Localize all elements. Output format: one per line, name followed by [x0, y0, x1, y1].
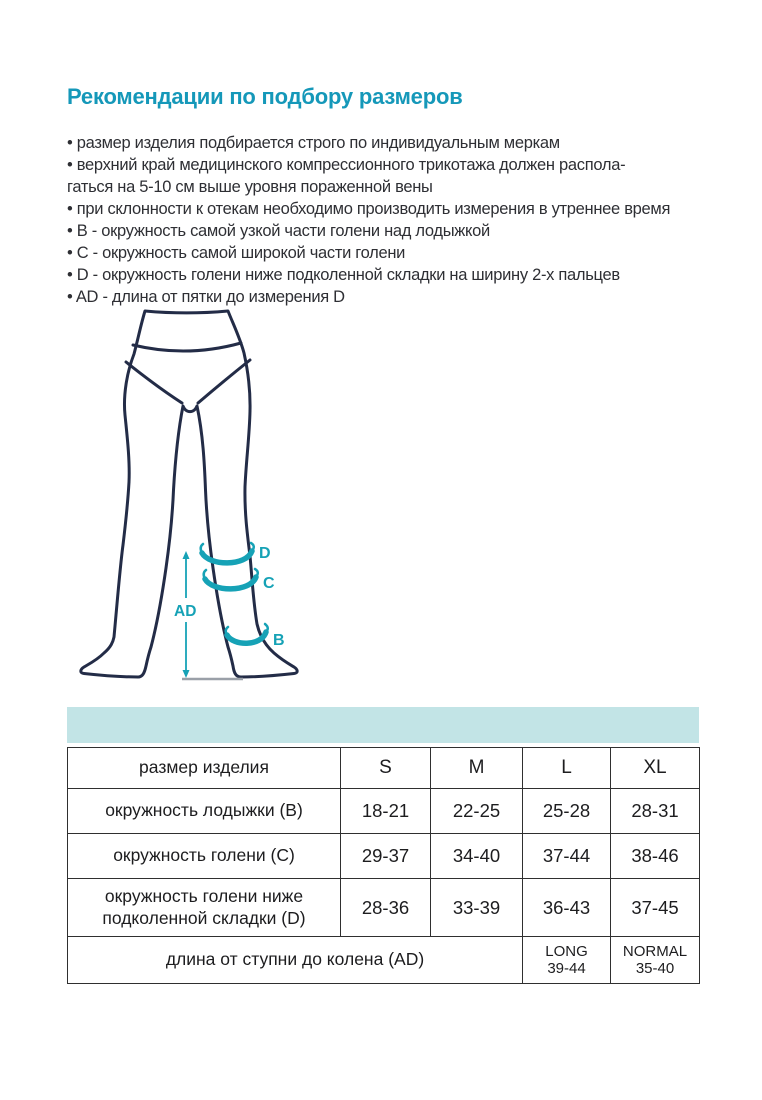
band-b-end-left — [226, 627, 228, 635]
bullet-item: • размер изделия подбирается строго по индивидуальным меркам — [67, 134, 560, 152]
table-cell: размер изделия — [68, 748, 341, 789]
arrow-up-icon — [183, 551, 190, 559]
table-cell: 34-40 — [431, 834, 523, 879]
table-cell: XL — [611, 748, 700, 789]
table-header-band — [67, 707, 699, 743]
label-b: B — [273, 632, 285, 649]
tights-outline — [81, 311, 297, 677]
table-cell: 36-43 — [523, 879, 611, 937]
table-cell: 33-39 — [431, 879, 523, 937]
table-cell: 28-31 — [611, 789, 700, 834]
table-cell: окружность голени ниже подколенной складки (D) — [68, 879, 341, 937]
table-cell: L — [523, 748, 611, 789]
size-table-body — [68, 748, 700, 984]
bullet-item: • B - окружность самой узкой части голени над лодыжкой — [67, 222, 490, 240]
table-cell: 22-25 — [431, 789, 523, 834]
page-title: Рекомендации по подбору размеров — [67, 84, 463, 109]
bullet-list — [67, 132, 706, 308]
table-cell: 28-36 — [341, 879, 431, 937]
panty-line-right — [198, 360, 250, 403]
table-cell: S — [341, 748, 431, 789]
bullet-item: • D - окружность голени ниже подколенной складки на ширину 2-х пальцев — [67, 266, 620, 284]
table-cell: 37-45 — [611, 879, 700, 937]
measurement-band-c — [205, 577, 256, 589]
band-c-end-left — [204, 570, 206, 579]
table-cell: NORMAL 35-40 — [611, 937, 700, 984]
table-row — [68, 789, 700, 834]
tights-diagram — [55, 300, 315, 690]
table-row — [68, 937, 700, 984]
panty-line-left — [126, 362, 182, 403]
band-b-end-right — [265, 624, 268, 632]
table-row — [68, 834, 700, 879]
size-table — [67, 747, 700, 984]
label-c: C — [263, 575, 275, 592]
band-d-end-right — [251, 543, 254, 551]
label-d: D — [259, 545, 271, 562]
bullet-item: • AD - длина от пятки до измерения D — [67, 288, 345, 306]
band-d-end-left — [201, 544, 203, 553]
legs-measurement-figure — [67, 308, 706, 688]
table-cell: 25-28 — [523, 789, 611, 834]
table-cell: 37-44 — [523, 834, 611, 879]
table-row — [68, 879, 700, 937]
bullet-item: • при склонности к отекам необходимо производить измерения в утреннее время — [67, 200, 671, 218]
table-cell: длина от ступни до колена (AD) — [68, 937, 523, 984]
table-cell: окружность голени (C) — [68, 834, 341, 879]
table-cell: 18-21 — [341, 789, 431, 834]
table-cell: 38-46 — [611, 834, 700, 879]
bullet-item: • верхний край медицинского компрессионного трикотажа должен распола- гаться на 5-10 см выше уровня пораженной вены — [67, 156, 626, 196]
table-row — [68, 748, 700, 789]
table-cell: LONG 39-44 — [523, 937, 611, 984]
table-cell: окружность лодыжки (B) — [68, 789, 341, 834]
table-cell: 29-37 — [341, 834, 431, 879]
waistband-line — [133, 343, 241, 351]
band-c-end-right — [255, 569, 258, 577]
table-cell: M — [431, 748, 523, 789]
label-ad: AD — [174, 603, 197, 620]
bullet-item: • C - окружность самой широкой части голени — [67, 244, 406, 262]
arrow-down-icon — [183, 670, 190, 678]
